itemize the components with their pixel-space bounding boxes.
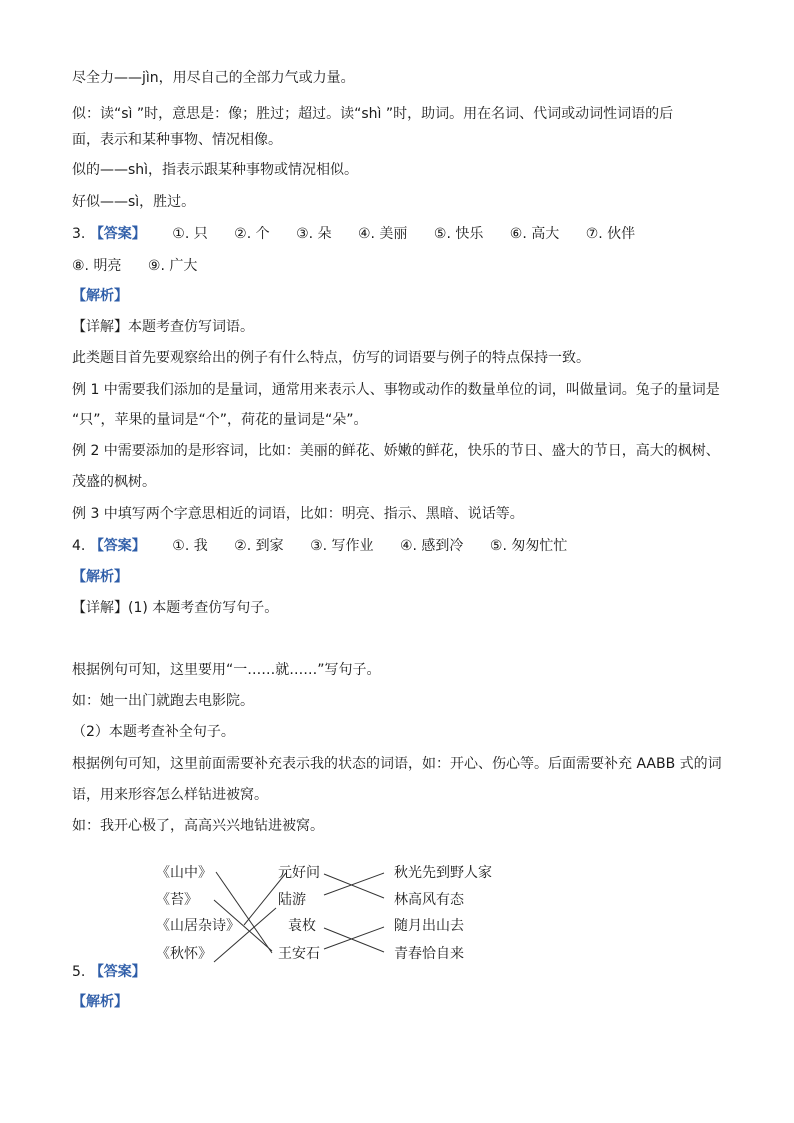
text-line: 此类题目首先要观察给出的例子有什么特点，仿写的词语要与例子的特点保持一致。 (72, 350, 590, 366)
answer-tag: 【答案】 (89, 964, 146, 980)
text-line: 似的——shì，指表示跟某种事物或情况相似。 (72, 162, 359, 178)
poem-author: 元好问 (278, 865, 320, 881)
poem-title: 《山居杂诗》 (156, 918, 240, 934)
question-number: 4. (72, 538, 86, 554)
text-line: 语，用来形容怎么样钻进被窝。 (72, 787, 268, 803)
answer-item: ⑦. 伙伴 (585, 226, 636, 242)
match-line (324, 873, 384, 895)
detail-tag: 【详解】 (72, 600, 128, 616)
answer-item: ④. 美丽 (357, 226, 408, 242)
answer-item: ②. 个 (234, 226, 270, 242)
answer-item: ⑤. 匆匆忙忙 (489, 538, 568, 554)
poem-title: 《山中》 (156, 865, 212, 881)
poem-line: 青春恰自来 (394, 946, 464, 962)
poem-line: 随月出山去 (394, 918, 464, 934)
text-line: 根据例句可知，这里要用“一……就……”写句子。 (72, 662, 381, 678)
detail-tag: 【详解】 (72, 319, 128, 335)
detail-text: 本题考查仿写词语。 (128, 319, 254, 335)
poem-line: 秋光先到野人家 (394, 865, 492, 881)
poem-title: 《苔》 (156, 892, 198, 908)
text-line: 如：我开心极了，高高兴兴地钻进被窝。 (72, 818, 324, 834)
text-line: 面，表示和某种事物、情况相像。 (72, 132, 282, 148)
answer-item: ⑤. 快乐 (433, 226, 484, 242)
detail-text: (1) 本题考查仿写句子。 (128, 600, 279, 616)
q5-answer-row (72, 962, 146, 982)
match-line (324, 927, 384, 949)
poem-author: 王安石 (278, 946, 320, 962)
answer-item: ③. 朵 (296, 226, 332, 242)
answer-item: ③. 写作业 (310, 538, 374, 554)
analysis-tag: 【解析】 (72, 569, 128, 585)
text-line: （2）本题考查补全句子。 (72, 724, 235, 740)
text-line: 例 3 中填写两个字意思相近的词语，比如：明亮、指示、黑暗、说话等。 (72, 506, 524, 522)
text-line: “只”，苹果的量词是“个”，荷花的量词是“朵”。 (72, 412, 368, 428)
text-line: 似：读“sì ”时，意思是：像；胜过；超过。读“shì ”时，助词。用在名词、代词或动词性词语的后 (72, 106, 674, 122)
poem-author: 袁枚 (288, 918, 316, 934)
answer-tag: 【答案】 (89, 226, 146, 242)
text-line: 尽全力——jìn，用尽自己的全部力气或力量。 (72, 70, 355, 86)
question-number: 5. (72, 964, 86, 980)
analysis-tag: 【解析】 (72, 288, 128, 304)
answer-item: ④. 感到冷 (399, 538, 464, 554)
answer-item: ①. 我 (172, 538, 208, 554)
answer-item: ⑨. 广大 (147, 258, 198, 274)
question-number: 3. (72, 226, 86, 242)
text-line: 好似——sì，胜过。 (72, 194, 196, 210)
answer-item: ①. 只 (172, 226, 208, 242)
poem-author: 陆游 (278, 892, 306, 908)
answer-item: ⑥. 高大 (509, 226, 560, 242)
poem-title: 《秋怀》 (156, 946, 212, 962)
analysis-tag: 【解析】 (72, 994, 128, 1010)
answer-item: ⑧. 明亮 (72, 258, 122, 274)
text-line: 例 1 中需要我们添加的是量词，通常用来表示人、事物或动作的数量单位的词，叫做量词。兔子的量词是 (72, 382, 720, 398)
text-line: 例 2 中需要添加的是形容词，比如：美丽的鲜花、娇嫩的鲜花，快乐的节日、盛大的节日，高大的枫树、 (72, 443, 720, 459)
text-line: 茂盛的枫树。 (72, 474, 156, 490)
text-line: 根据例句可知，这里前面需要补充表示我的状态的词语，如：开心、伤心等。后面需要补充 AABB 式的词 (72, 756, 722, 772)
text-line: 如：她一出门就跑去电影院。 (72, 693, 254, 709)
answer-tag: 【答案】 (89, 538, 146, 554)
match-line (324, 928, 384, 952)
poem-line: 林高风有态 (394, 892, 464, 908)
match-line (324, 874, 384, 898)
answer-item: ②. 到家 (234, 538, 284, 554)
match-line (216, 872, 272, 953)
